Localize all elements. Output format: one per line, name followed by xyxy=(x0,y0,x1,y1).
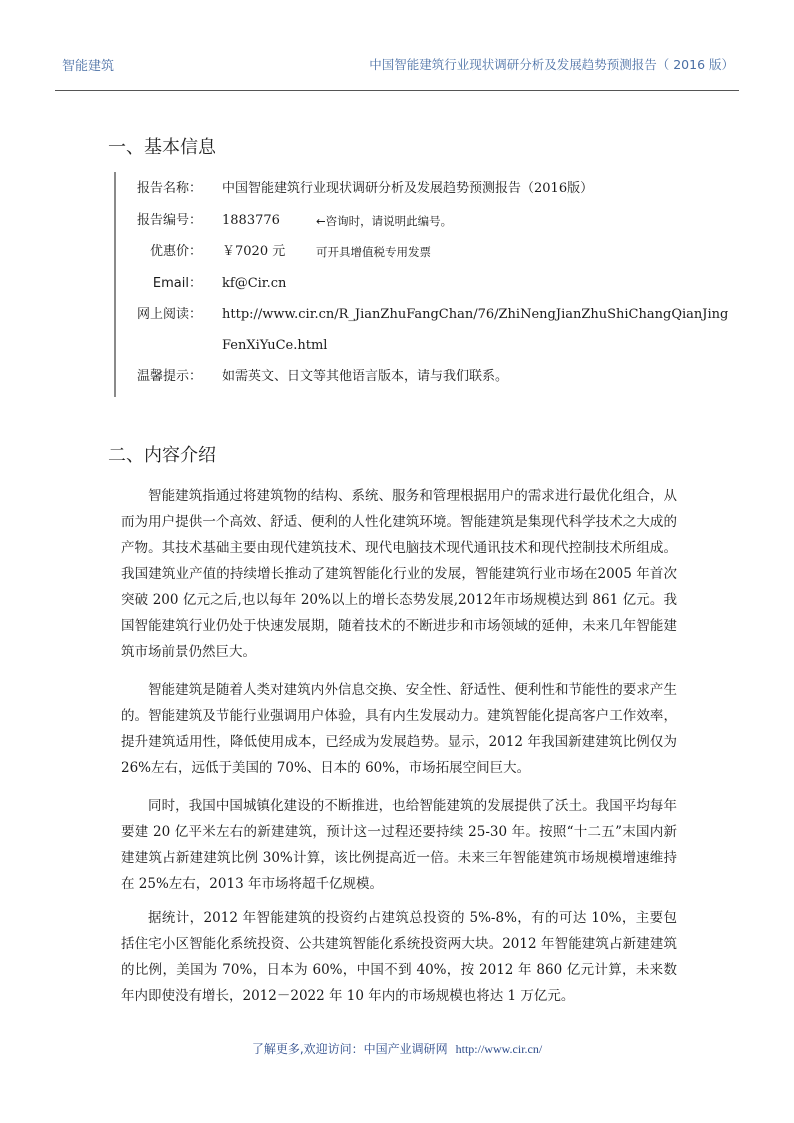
content-paragraph: 同时，我国中国城镇化建设的不断推进，也给智能建筑的发展提供了沃土。我国平均每年要建 20 亿平米左右的新建建筑，预计这一过程还要持续 25-30 年。按照“十二五”末国内新建建筑占新建建筑比例 30%计算，该比例提高近一倍。未来三年智能建筑市场规模增速维持在 25%左右，2013 年市场将超千亿规模。 xyxy=(121,798,677,892)
header-category: 智能建筑 xyxy=(62,59,115,74)
basic-info-block xyxy=(114,172,729,397)
footer-text: 了解更多,欢迎访问：中国产业调研网 xyxy=(251,1042,448,1056)
info-value-email[interactable]: kf@Cir.cn xyxy=(222,276,287,291)
info-label-number: 报告编号： xyxy=(136,213,202,228)
info-value-number: 1883776 xyxy=(222,213,280,228)
info-label-email: Email： xyxy=(152,276,202,291)
info-value-tip: 如需英文、日文等其他语言版本，请与我们联系。 xyxy=(222,369,509,384)
info-label-tip: 温馨提示： xyxy=(136,369,202,384)
page-footer xyxy=(0,1040,794,1057)
content-paragraph: 智能建筑是随着人类对建筑内外信息交换、安全性、舒适性、便利性和节能性的要求产生的。智能建筑及节能行业强调用户体验，具有内生发展动力。建筑智能化提高客户工作效率，提升建筑适用性，降低使用成本，已经成为发展趋势。显示，2012 年我国新建建筑比例仅为 26%左右，远低于美国的 70%、日本的 60%，市场拓展空间巨大。 xyxy=(121,682,677,776)
footer-link[interactable]: http://www.cir.cn/ xyxy=(455,1042,543,1056)
info-note-number: ←咨询时，请说明此编号。 xyxy=(316,214,453,228)
info-note-price: 可开具增值税专用发票 xyxy=(316,245,431,259)
info-value-name: 中国智能建筑行业现状调研分析及发展趋势预测报告（2016版） xyxy=(222,181,594,196)
info-value-price: ￥7020 元 xyxy=(222,244,286,259)
info-value-online-line1[interactable]: http://www.cir.cn/R_JianZhuFangChan/76/ZhiNengJianZhuShiChangQianJing xyxy=(222,307,729,322)
info-label-name: 报告名称： xyxy=(136,181,202,196)
info-value-online-line2[interactable]: FenXiYuCe.html xyxy=(222,338,328,353)
section-title-content-intro: 二、内容介绍 xyxy=(108,445,216,466)
content-paragraph: 据统计，2012 年智能建筑的投资约占建筑总投资的 5%-8%，有的可达 10%，主要包括住宅小区智能化系统投资、公共建筑智能化系统投资两大块。2012 年智能建筑占新建建筑的比例，美国为 70%，日本为 60%，中国不到 40%，按 2012 年 860 亿元计算，未来数年内即使没有增长，2012－2022 年 10 年内的市场规模也将达 1 万亿元。 xyxy=(121,910,677,1004)
content-paragraph: 智能建筑指通过将建筑物的结构、系统、服务和管理根据用户的需求进行最优化组合，从而为用户提供一个高效、舒适、便利的人性化建筑环境。智能建筑是集现代科学技术之大成的产物。其技术基础主要由现代建筑技术、现代电脑技术现代通讯技术和现代控制技术所组成。我国建筑业产值的持续增长推动了建筑智能化行业的发展，智能建筑行业市场在2005 年首次突破 200 亿元之后,也以每年 20%以上的增长态势发展,2012年市场规模达到 861 亿元。我国智能建筑行业仍处于快速发展期，随着技术的不断进步和市场领域的延伸，未来几年智能建筑市场前景仍然巨大。 xyxy=(121,488,677,660)
header-divider xyxy=(55,90,739,91)
section-title-basic-info: 一、基本信息 xyxy=(108,137,216,158)
info-label-online: 网上阅读： xyxy=(136,307,202,322)
info-label-price: 优惠价： xyxy=(149,244,202,259)
header-report-title: 中国智能建筑行业现状调研分析及发展趋势预测报告（ 2016 版） xyxy=(369,57,734,72)
